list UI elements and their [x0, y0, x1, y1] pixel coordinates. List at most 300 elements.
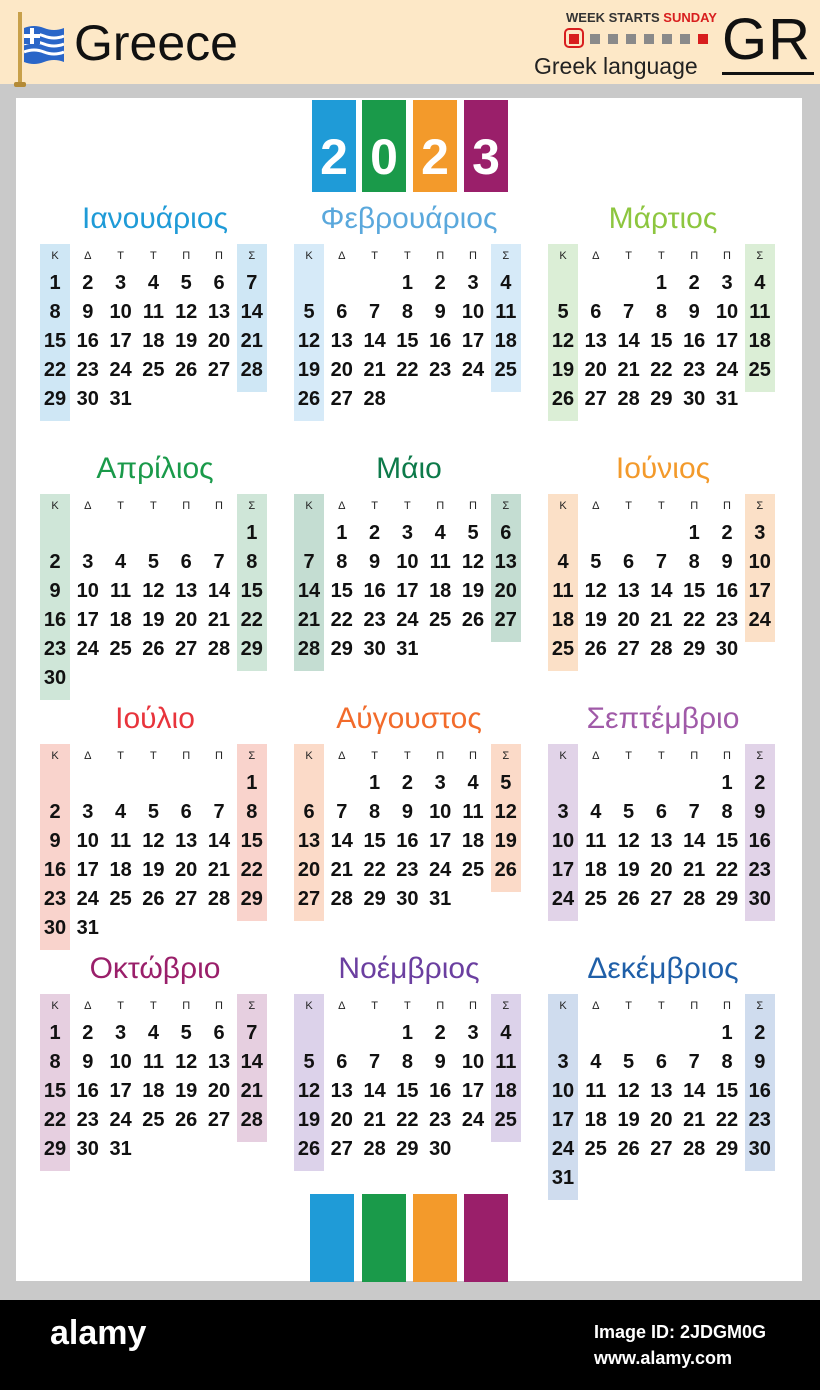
day-number: 3 — [401, 522, 413, 544]
day-number: 24 — [396, 609, 419, 631]
day-number: 2 — [401, 772, 413, 794]
day-number: 1 — [246, 522, 258, 544]
day-number: 4 — [115, 551, 127, 573]
day-number: 15 — [650, 330, 673, 352]
weekday-header: Τ — [625, 250, 632, 262]
day-number: 5 — [500, 772, 512, 794]
day-number: 1 — [369, 772, 381, 794]
day-number: 26 — [297, 388, 321, 410]
day-number: 2 — [49, 551, 61, 573]
weekday-header: Τ — [371, 1000, 378, 1012]
day-number: 27 — [175, 888, 198, 910]
month-name: Νοέμβριος — [338, 952, 480, 985]
day-number: 11 — [495, 1051, 517, 1073]
day-number: 1 — [246, 772, 258, 794]
day-number: 7 — [688, 801, 700, 823]
day-number: 21 — [683, 859, 706, 881]
weekday-header: Τ — [371, 750, 378, 762]
day-number: 12 — [461, 551, 485, 573]
day-number: 4 — [147, 272, 159, 294]
day-number: 11 — [110, 830, 132, 852]
day-number: 14 — [330, 830, 353, 852]
weekday-header: Π — [215, 250, 223, 262]
weekday-header: Τ — [150, 750, 157, 762]
day-number: 29 — [650, 388, 673, 410]
month-name: Μάρτιος — [608, 202, 718, 235]
day-number: 6 — [655, 801, 667, 823]
language-label: Greek language — [534, 53, 698, 79]
day-number: 19 — [175, 330, 198, 352]
day-number: 27 — [494, 609, 517, 631]
weekday-header: Π — [723, 250, 731, 262]
day-number: 18 — [494, 1080, 517, 1102]
day-number: 17 — [109, 1080, 132, 1102]
month-block — [548, 202, 778, 442]
weekday-header: Δ — [84, 250, 92, 262]
day-number: 8 — [369, 801, 381, 823]
day-number: 19 — [175, 1080, 198, 1102]
day-number: 11 — [110, 580, 132, 602]
weekday-header: Σ — [248, 500, 256, 512]
day-number: 3 — [467, 272, 479, 294]
day-number: 15 — [240, 580, 263, 602]
weekday-header: Π — [469, 750, 477, 762]
day-number: 1 — [655, 272, 667, 294]
day-number: 25 — [109, 888, 132, 910]
day-number: 30 — [396, 888, 419, 910]
day-number: 10 — [551, 1080, 575, 1102]
day-number: 9 — [754, 1051, 766, 1073]
day-number: 26 — [175, 1109, 198, 1131]
day-number: 27 — [297, 888, 321, 910]
bottom-stripe-green — [362, 1194, 406, 1282]
day-number: 27 — [330, 1138, 353, 1160]
day-number: 5 — [147, 551, 159, 573]
weekday-header: Κ — [51, 500, 59, 512]
day-number: 18 — [551, 609, 575, 631]
country-code-underline — [722, 72, 814, 75]
day-number: 8 — [49, 1051, 61, 1073]
day-number: 1 — [721, 772, 733, 794]
weekday-header: Κ — [305, 250, 313, 262]
day-number: 8 — [721, 1051, 733, 1073]
day-number: 11 — [142, 1051, 164, 1073]
day-number: 26 — [175, 359, 198, 381]
month-block — [548, 952, 778, 1192]
day-number: 6 — [336, 1051, 348, 1073]
weekday-header: Τ — [404, 750, 411, 762]
weekday-header: Σ — [502, 1000, 510, 1012]
day-number: 15 — [240, 830, 263, 852]
day-number: 1 — [336, 522, 348, 544]
day-number: 20 — [175, 859, 198, 881]
day-number: 10 — [396, 551, 419, 573]
day-number: 3 — [82, 551, 94, 573]
day-number: 4 — [147, 1022, 159, 1044]
day-number: 25 — [748, 359, 771, 381]
weekday-header: Π — [690, 250, 699, 262]
day-number: 12 — [584, 580, 607, 602]
day-number: 2 — [754, 772, 766, 794]
day-number: 21 — [240, 1080, 263, 1102]
weekday-header: Κ — [305, 500, 313, 512]
day-number: 1 — [49, 1022, 61, 1044]
day-number: 7 — [655, 551, 667, 573]
day-number: 14 — [240, 1051, 263, 1073]
day-number: 2 — [82, 1022, 94, 1044]
weekday-header: Τ — [117, 500, 124, 512]
day-number: 13 — [297, 830, 321, 852]
day-number: 30 — [748, 1138, 771, 1160]
day-number: 11 — [142, 301, 164, 323]
day-number: 13 — [494, 551, 517, 573]
day-number: 1 — [721, 1022, 733, 1044]
day-number: 19 — [584, 609, 607, 631]
day-number: 20 — [584, 359, 607, 381]
day-number: 5 — [180, 1022, 192, 1044]
day-number: 24 — [461, 359, 485, 381]
day-number: 17 — [748, 580, 771, 602]
day-number: 9 — [434, 301, 446, 323]
weekday-header: Τ — [117, 750, 124, 762]
day-number: 15 — [715, 830, 739, 852]
weekday-header: Κ — [305, 750, 313, 762]
weekday-header: Π — [215, 500, 223, 512]
day-number: 4 — [434, 522, 446, 544]
day-number: 25 — [461, 859, 485, 881]
weekday-indicator — [562, 28, 712, 50]
weekday-header: Σ — [502, 250, 510, 262]
month-name: Ιανουάριος — [82, 202, 228, 235]
day-number: 25 — [584, 1138, 607, 1160]
day-number: 6 — [213, 1022, 225, 1044]
day-number: 7 — [623, 301, 635, 323]
day-number: 12 — [297, 330, 321, 352]
month-block — [40, 452, 270, 692]
day-number: 3 — [557, 801, 569, 823]
day-number: 14 — [683, 830, 706, 852]
weekday-header: Τ — [658, 500, 665, 512]
weekday-header: Π — [690, 500, 699, 512]
day-number: 30 — [429, 1138, 452, 1160]
day-number: 12 — [617, 830, 640, 852]
day-number: 22 — [715, 859, 739, 881]
day-number: 15 — [396, 330, 419, 352]
weekday-header: Δ — [592, 500, 600, 512]
month-name: Ιούνιος — [615, 452, 711, 485]
day-number: 30 — [43, 917, 67, 939]
day-number: 24 — [76, 638, 99, 660]
year-digit-3: 2 — [413, 100, 457, 192]
day-number: 21 — [683, 1109, 706, 1131]
day-number: 2 — [434, 272, 446, 294]
day-number: 9 — [369, 551, 381, 573]
day-number: 7 — [213, 551, 225, 573]
day-number: 15 — [715, 1080, 739, 1102]
day-number: 29 — [43, 1138, 67, 1160]
day-number: 10 — [76, 830, 99, 852]
day-number: 17 — [76, 859, 99, 881]
month-block — [40, 202, 270, 442]
day-number: 15 — [43, 330, 67, 352]
day-number: 9 — [49, 580, 61, 602]
day-number: 9 — [434, 1051, 446, 1073]
day-number: 7 — [688, 1051, 700, 1073]
day-number: 17 — [76, 609, 99, 631]
day-number: 26 — [494, 859, 517, 881]
weekday-header: Π — [182, 250, 191, 262]
day-number: 26 — [551, 388, 575, 410]
day-number: 27 — [207, 359, 231, 381]
day-number: 28 — [240, 1109, 263, 1131]
day-number: 30 — [748, 888, 771, 910]
weekday-header: Τ — [404, 250, 411, 262]
day-number: 26 — [617, 1138, 640, 1160]
day-number: 29 — [363, 888, 386, 910]
month-name: Φεβρουάριος — [320, 202, 498, 235]
day-number: 13 — [617, 580, 640, 602]
day-number: 6 — [180, 801, 192, 823]
day-number: 31 — [76, 917, 99, 939]
day-number: 15 — [43, 1080, 67, 1102]
day-number: 29 — [240, 638, 263, 660]
day-number: 15 — [363, 830, 386, 852]
day-number: 28 — [683, 888, 706, 910]
weekday-header: Π — [723, 750, 731, 762]
weekday-header: Σ — [756, 500, 764, 512]
day-number: 9 — [721, 551, 733, 573]
day-number: 4 — [500, 1022, 512, 1044]
day-number: 14 — [207, 580, 231, 602]
day-number: 20 — [650, 859, 673, 881]
weekday-header: Π — [723, 1000, 731, 1012]
day-number: 18 — [748, 330, 771, 352]
greek-flag-icon — [24, 22, 64, 68]
watermark-brand: alamy — [50, 1314, 147, 1352]
year-digit-2: 0 — [362, 100, 406, 192]
month-name: Οκτώβριο — [89, 952, 221, 985]
day-number: 8 — [688, 551, 700, 573]
day-number: 12 — [297, 1080, 321, 1102]
day-number: 28 — [650, 638, 673, 660]
day-number: 16 — [43, 859, 67, 881]
day-number: 23 — [76, 1109, 99, 1131]
day-number: 8 — [336, 551, 348, 573]
day-number: 23 — [748, 1109, 771, 1131]
month-name: Αύγουστος — [336, 702, 482, 735]
month-block — [294, 952, 524, 1192]
day-number: 17 — [109, 330, 132, 352]
weekday-header: Δ — [592, 1000, 600, 1012]
day-number: 8 — [401, 301, 413, 323]
day-number: 4 — [500, 272, 512, 294]
day-number: 17 — [461, 1080, 485, 1102]
day-number: 26 — [461, 609, 485, 631]
day-number: 5 — [623, 1051, 635, 1073]
day-number: 14 — [617, 330, 640, 352]
day-number: 5 — [590, 551, 602, 573]
day-number: 9 — [49, 830, 61, 852]
day-number: 21 — [330, 859, 353, 881]
day-number: 27 — [650, 1138, 673, 1160]
day-number: 23 — [43, 888, 67, 910]
day-number: 17 — [551, 859, 575, 881]
weekday-header: Σ — [756, 250, 764, 262]
day-number: 20 — [297, 859, 321, 881]
day-number: 10 — [429, 801, 452, 823]
watermark-bar — [0, 1300, 820, 1390]
day-number: 11 — [749, 301, 771, 323]
day-number: 28 — [617, 388, 640, 410]
weekday-header: Π — [690, 1000, 699, 1012]
day-number: 20 — [330, 359, 353, 381]
day-number: 5 — [180, 272, 192, 294]
day-number: 19 — [617, 859, 640, 881]
day-number: 7 — [369, 301, 381, 323]
weekday-header: Σ — [248, 1000, 256, 1012]
day-number: 5 — [147, 801, 159, 823]
weekday-header: Κ — [51, 250, 59, 262]
day-number: 23 — [429, 359, 452, 381]
day-number: 21 — [240, 330, 263, 352]
bottom-stripe-blue — [310, 1194, 354, 1282]
weekday-header: Σ — [756, 750, 764, 762]
week-starts-label — [566, 10, 717, 25]
month-block — [294, 452, 524, 692]
day-number: 18 — [494, 330, 517, 352]
day-number: 12 — [175, 301, 198, 323]
day-number: 23 — [748, 859, 771, 881]
weekday-header: Τ — [150, 250, 157, 262]
day-number: 18 — [142, 1080, 165, 1102]
day-number: 5 — [557, 301, 569, 323]
day-number: 10 — [76, 580, 99, 602]
weekday-header: Κ — [559, 250, 567, 262]
weekday-header: Κ — [559, 500, 567, 512]
day-number: 12 — [142, 830, 165, 852]
day-number: 19 — [142, 609, 165, 631]
weekday-header: Κ — [51, 1000, 59, 1012]
day-number: 25 — [429, 609, 452, 631]
day-number: 24 — [715, 359, 739, 381]
day-number: 2 — [434, 1022, 446, 1044]
day-number: 27 — [617, 638, 640, 660]
day-number: 7 — [336, 801, 348, 823]
day-number: 15 — [683, 580, 706, 602]
weekday-header: Κ — [559, 1000, 567, 1012]
day-number: 8 — [246, 801, 258, 823]
day-number: 30 — [43, 667, 67, 689]
day-number: 23 — [429, 1109, 452, 1131]
day-number: 17 — [551, 1109, 575, 1131]
day-number: 9 — [688, 301, 700, 323]
day-number: 6 — [655, 1051, 667, 1073]
day-number: 2 — [754, 1022, 766, 1044]
day-number: 29 — [240, 888, 263, 910]
bottom-stripe-orange — [413, 1194, 457, 1282]
day-number: 6 — [213, 272, 225, 294]
day-number: 29 — [396, 1138, 419, 1160]
day-number: 26 — [142, 888, 165, 910]
day-number: 28 — [363, 1138, 386, 1160]
day-number: 10 — [461, 1051, 485, 1073]
weekday-header: Π — [182, 1000, 191, 1012]
day-number: 14 — [363, 330, 386, 352]
day-number: 3 — [115, 272, 127, 294]
day-number: 16 — [363, 580, 386, 602]
day-number: 21 — [617, 359, 640, 381]
day-number: 9 — [82, 301, 94, 323]
weekday-header: Σ — [502, 750, 510, 762]
weekday-header: Π — [469, 1000, 477, 1012]
day-number: 29 — [715, 888, 739, 910]
watermark-image-id: Image ID: 2JDGM0G — [594, 1322, 767, 1342]
day-number: 22 — [715, 1109, 739, 1131]
weekday-header: Σ — [248, 250, 256, 262]
day-number: 4 — [754, 272, 766, 294]
day-number: 8 — [49, 301, 61, 323]
day-number: 11 — [585, 830, 607, 852]
day-number: 17 — [461, 330, 485, 352]
day-number: 27 — [175, 638, 198, 660]
day-number: 13 — [175, 830, 198, 852]
weekday-header: Τ — [117, 250, 124, 262]
weekday-header: Τ — [371, 500, 378, 512]
weekday-header: Π — [436, 250, 445, 262]
day-number: 3 — [721, 272, 733, 294]
weekday-header: Τ — [625, 500, 632, 512]
day-number: 11 — [462, 801, 484, 823]
day-number: 7 — [246, 272, 258, 294]
day-number: 22 — [683, 609, 706, 631]
day-number: 24 — [748, 609, 771, 631]
day-number: 16 — [683, 330, 706, 352]
day-number: 21 — [297, 609, 321, 631]
weekday-header: Π — [182, 750, 191, 762]
day-number: 25 — [142, 1109, 165, 1131]
day-number: 24 — [109, 359, 132, 381]
weekday-header: Τ — [150, 500, 157, 512]
weekday-header: Δ — [338, 750, 346, 762]
month-block — [294, 202, 524, 442]
day-number: 2 — [49, 801, 61, 823]
weekday-header: Τ — [658, 750, 665, 762]
day-number: 6 — [500, 522, 512, 544]
day-number: 8 — [655, 301, 667, 323]
year-digit-1: 2 — [312, 100, 356, 192]
day-number: 23 — [396, 859, 419, 881]
day-number: 12 — [494, 801, 517, 823]
day-number: 26 — [297, 1138, 321, 1160]
day-number: 20 — [330, 1109, 353, 1131]
day-number: 24 — [429, 859, 452, 881]
day-number: 22 — [43, 1109, 67, 1131]
day-number: 10 — [715, 301, 739, 323]
day-number: 13 — [330, 330, 353, 352]
day-number: 4 — [590, 801, 602, 823]
weekday-header: Π — [182, 500, 191, 512]
day-number: 14 — [683, 1080, 706, 1102]
month-name: Μάιο — [376, 452, 442, 485]
day-number: 26 — [142, 638, 165, 660]
day-number: 15 — [330, 580, 353, 602]
weekday-header: Δ — [338, 1000, 346, 1012]
day-number: 28 — [207, 638, 231, 660]
day-number: 7 — [213, 801, 225, 823]
week-starts-day: SUNDAY — [663, 10, 717, 25]
weekday-header: Π — [215, 1000, 223, 1012]
day-number: 16 — [429, 1080, 452, 1102]
